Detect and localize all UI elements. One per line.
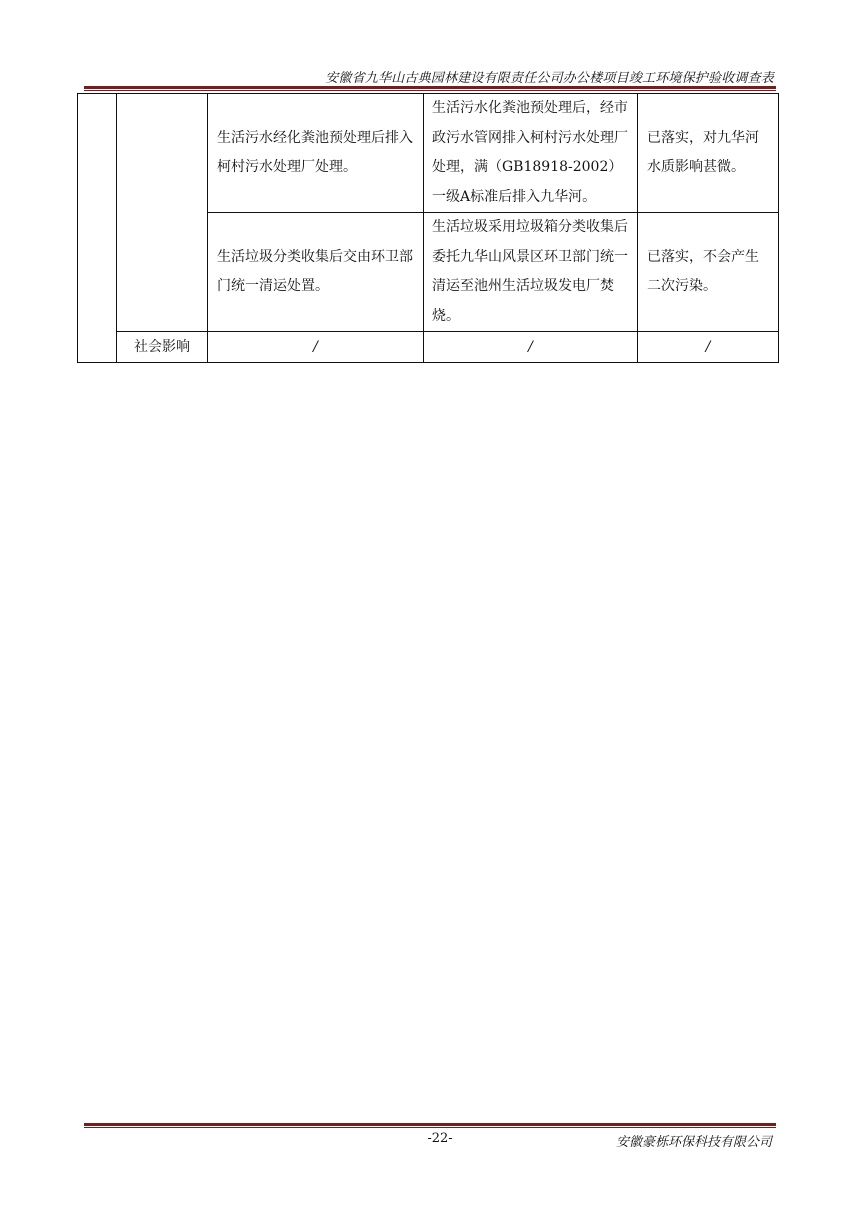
page-header-title: 安徽省九华山古典园林建设有限责任公司办公楼项目竣工环境保护验收调查表 [325,71,774,86]
result-text: 生活垃圾采用垃圾箱分类收集后委托九华山风景区环卫部门统一清运至池州生活垃圾发电厂焚烧。 [432,219,628,324]
measure-cell [208,94,424,213]
result-cell [424,213,638,332]
page-number: -22- [427,1131,453,1146]
footer-rule-thin [84,1127,776,1128]
result-cell [424,94,638,213]
social-impact-result: / [424,332,638,363]
social-impact-label: 社会影响 [117,332,208,363]
header-rule-thin [84,90,776,91]
evaluation-text: 已落实，对九华河水质影响甚微。 [647,129,759,175]
result-text: 生活污水化粪池预处理后，经市政污水管网排入柯村污水处理厂处理，满（GB18918-2002）一级A标准后排入九华河。 [432,100,628,205]
table-row [78,332,779,363]
table-row [78,94,779,213]
footer-company: 安徽豪栎环保科技有限公司 [615,1135,772,1150]
header-rule [84,86,776,89]
acceptance-check-table [77,93,779,363]
social-impact-measure: / [208,332,424,363]
evaluation-cell [638,94,779,213]
measure-text: 生活垃圾分类收集后交由环卫部门统一清运处置。 [217,248,413,294]
measure-cell [208,213,424,332]
social-impact-evaluation: / [638,332,779,363]
evaluation-cell [638,213,779,332]
measure-text: 生活污水经化粪池预处理后排入柯村污水处理厂处理。 [217,129,413,175]
evaluation-text: 已落实，不会产生二次污染。 [647,248,759,294]
category-cell [78,94,117,363]
footer-rule [84,1123,776,1126]
subcategory-cell [117,94,208,332]
